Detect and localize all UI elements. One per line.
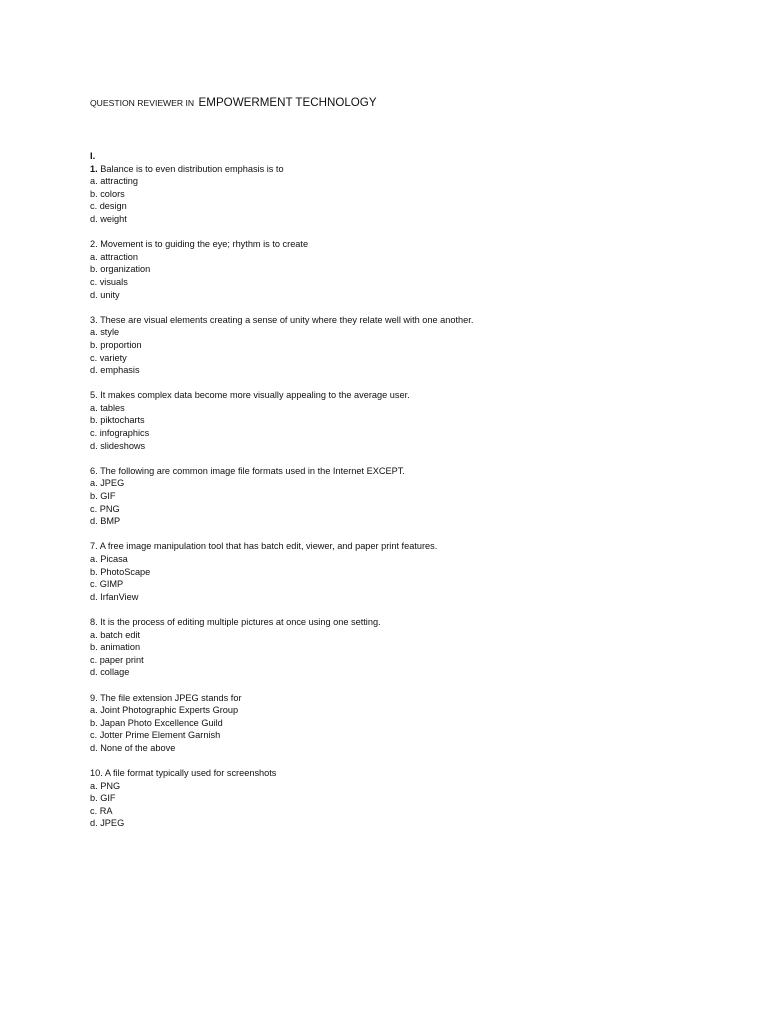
answer-option: b. PhotoScape — [90, 566, 151, 577]
answer-option: c. RA — [90, 805, 113, 816]
answer-option: c. GIMP — [90, 579, 124, 590]
question-line — [90, 540, 730, 553]
answer-option: b. colors — [90, 188, 125, 199]
answer-option: a. Picasa — [90, 554, 128, 564]
question-line — [90, 389, 730, 402]
question-line — [90, 767, 730, 780]
question-number: 10. — [90, 768, 103, 779]
question-number: 8. — [90, 616, 98, 627]
question-line — [90, 465, 730, 478]
question-item — [90, 238, 730, 301]
answer-option: c. paper print — [90, 654, 144, 665]
answer-option: b. proportion — [90, 339, 142, 350]
question-number: 1. — [90, 163, 98, 174]
question-text: These are visual elements creating a sense of unity where they relate well with one another. — [100, 314, 474, 325]
question-text: Movement is to guiding the eye; rhythm is to create — [100, 239, 309, 250]
question-number: 5. — [90, 390, 98, 401]
answer-option: a. attracting — [90, 176, 139, 187]
question-text: The file extension JPEG stands for — [100, 692, 242, 703]
answer-option: d. None of the above — [90, 742, 176, 753]
answer-option: c. Jotter Prime Element Garnish — [90, 730, 221, 741]
question-item — [90, 616, 730, 679]
question-line — [90, 616, 730, 629]
answer-option: b. Japan Photo Excellence Guild — [90, 717, 223, 728]
answer-option: a. PNG — [90, 780, 121, 791]
title-prefix: QUESTION REVIEWER IN — [90, 98, 195, 108]
question-text: The following are common image file formats used in the Internet EXCEPT. — [100, 465, 405, 476]
question-item — [90, 540, 730, 603]
answer-option: c. variety — [90, 352, 127, 363]
answer-option: b. piktocharts — [90, 415, 145, 426]
answer-option: d. JPEG — [90, 818, 125, 829]
question-line — [90, 692, 730, 705]
title-main: EMPOWERMENT TECHNOLOGY — [198, 96, 377, 109]
answer-option: c. visuals — [90, 276, 128, 287]
question-line — [90, 314, 730, 327]
question-item — [90, 163, 730, 226]
question-line — [90, 238, 730, 251]
question-text: It makes complex data become more visually appealing to the average user. — [100, 390, 410, 401]
question-list — [90, 150, 730, 843]
question-text: Balance is to even distribution emphasis is to — [100, 163, 284, 174]
answer-option: c. design — [90, 201, 127, 212]
answer-option: a. Joint Photographic Experts Group — [90, 705, 239, 716]
answer-option: d. IrfanView — [90, 591, 139, 602]
question-text: A file format typically used for screenshots — [104, 768, 277, 779]
document-title — [90, 93, 377, 112]
answer-option: a. attraction — [90, 251, 139, 262]
question-item — [90, 389, 730, 452]
answer-option: c. PNG — [90, 503, 120, 514]
answer-option: b. animation — [90, 642, 141, 653]
question-text: It is the process of editing multiple pictures at once using one setting. — [100, 616, 381, 627]
answer-option: a. style — [90, 327, 120, 338]
answer-option: b. organization — [90, 264, 151, 275]
question-item — [90, 314, 730, 377]
answer-option: d. collage — [90, 667, 130, 678]
question-number: 9. — [90, 692, 98, 703]
answer-option: d. BMP — [90, 516, 121, 527]
answer-option: b. GIF — [90, 793, 116, 804]
question-item — [90, 465, 730, 528]
answer-option: a. tables — [90, 402, 125, 413]
answer-option: d. slideshows — [90, 440, 146, 451]
questions-container — [90, 163, 730, 830]
question-number: 6. — [90, 465, 98, 476]
question-text: A free image manipulation tool that has batch edit, viewer, and paper print features. — [99, 541, 438, 552]
question-item — [90, 767, 730, 830]
answer-option: a. batch edit — [90, 629, 141, 640]
section-label: I. — [90, 150, 96, 161]
answer-option: a. JPEG — [90, 478, 125, 489]
question-item — [90, 692, 730, 755]
answer-option: d. unity — [90, 289, 120, 300]
question-number: 7. — [90, 541, 98, 552]
answer-option: d. emphasis — [90, 365, 140, 376]
answer-option: b. GIF — [90, 491, 116, 502]
question-number: 3. — [90, 314, 98, 325]
answer-option: d. weight — [90, 213, 127, 224]
answer-option: c. infographics — [90, 428, 150, 439]
question-line — [90, 163, 730, 176]
question-number: 2. — [90, 239, 98, 250]
